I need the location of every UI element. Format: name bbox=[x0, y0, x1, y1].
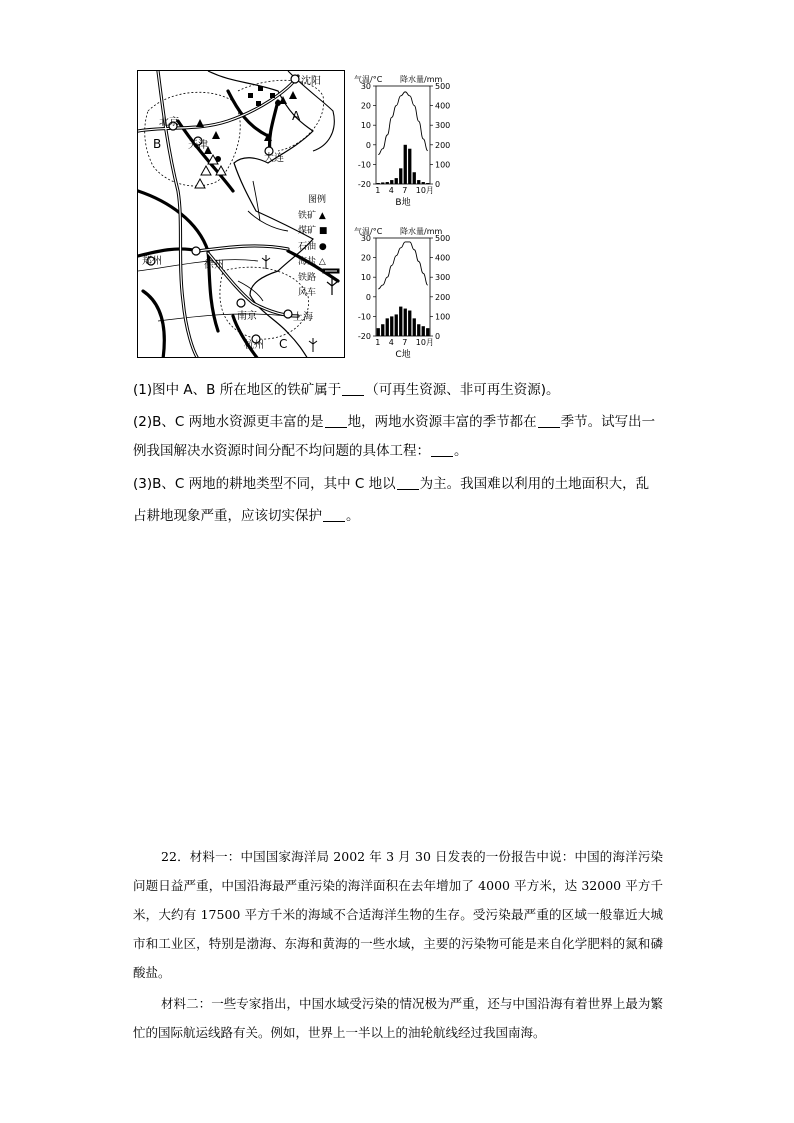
chart-b-precip-bar bbox=[386, 182, 389, 184]
chart-c-precip-bar bbox=[399, 307, 402, 336]
chart-c-right-tick-label: 300 bbox=[435, 273, 451, 283]
chart-c-precip-bar bbox=[390, 316, 393, 336]
chart-b-left-tick-label: -20 bbox=[357, 180, 371, 189]
chart-c-x-tick-label: 1 bbox=[375, 338, 381, 347]
legend-item-windmill: 风车 bbox=[298, 288, 317, 298]
climate-chart-c bbox=[350, 224, 470, 364]
chart-c-left-tick-label: -20 bbox=[357, 332, 371, 341]
chart-b-x-tick-label: 7 bbox=[402, 186, 408, 195]
chart-c-x-tick-label: 10月 bbox=[415, 338, 434, 347]
chart-b-precip-bar bbox=[408, 149, 411, 184]
chart-b-precip-bar bbox=[426, 183, 429, 184]
city-label-tianjin: 天津 bbox=[188, 140, 208, 151]
material-paragraph-2: 材料二：一些专家指出，中国水域受污染的情况极为严重，还与中国沿海有着世界上最为繁忙的国际航运线路有关。例如，世界上一半以上的油轮航线经过我国南海。 bbox=[133, 996, 663, 1040]
chart-c-precip-bar bbox=[386, 318, 389, 336]
chart-b-left-tick-label: 20 bbox=[360, 101, 371, 111]
chart-b-right-tick-label: 200 bbox=[435, 140, 451, 150]
question-2-line-1: (2)B、C 两地水资源更丰富的是 地，两地水资源丰富的季节都在 季节。试写出一 bbox=[133, 414, 656, 430]
chart-c-right-tick-label: 0 bbox=[435, 332, 441, 341]
city-label-xuzhou: 徐州 bbox=[204, 260, 224, 271]
chart-b-y-left-label: 气温/°C bbox=[354, 75, 383, 84]
chart-c-y-right-label: 降水量/mm bbox=[400, 227, 443, 236]
chart-c-x-tick-label: 4 bbox=[388, 338, 394, 347]
chart-b-left-tick-label: 30 bbox=[360, 82, 371, 91]
chart-b-precip-bar bbox=[417, 180, 420, 184]
legend-title: 图例 bbox=[308, 195, 327, 205]
chart-b-y-right-label: 降水量/mm bbox=[400, 75, 443, 84]
chart-c-left-tick-label: 20 bbox=[360, 253, 371, 263]
chart-b-x-tick-label: 1 bbox=[375, 186, 381, 195]
region-label-c: C bbox=[279, 337, 288, 351]
chart-b-precip-bar bbox=[404, 145, 407, 184]
chart-c-frame bbox=[376, 238, 430, 336]
chart-b-x-tick-label: 10月 bbox=[415, 186, 434, 195]
chart-c-precip-bar bbox=[404, 309, 407, 336]
city-label-zhengzhou: 郑州 bbox=[142, 256, 162, 267]
chart-c-temperature-line bbox=[378, 242, 428, 289]
map-legend bbox=[298, 193, 344, 302]
chart-c-left-tick-label: 10 bbox=[360, 273, 371, 283]
climate-chart-b-svg bbox=[350, 72, 470, 212]
chart-b-precip-bar bbox=[413, 172, 416, 184]
legend-item-oil: 石油 ● bbox=[298, 241, 327, 252]
chart-b-precip-bar bbox=[399, 168, 402, 184]
material-section bbox=[133, 842, 663, 1047]
answer-blank bbox=[342, 381, 364, 396]
chart-b-right-tick-label: 300 bbox=[435, 121, 451, 131]
chart-c-precip-bar bbox=[377, 328, 380, 336]
answer-blank bbox=[325, 413, 347, 428]
chart-b-right-tick-label: 500 bbox=[435, 82, 451, 91]
chart-c-precip-bar bbox=[417, 324, 420, 336]
city-label-dalian: 大连 bbox=[264, 153, 284, 164]
chart-c-precip-bar bbox=[422, 326, 425, 336]
material-paragraph-1: 22．材料一：中国国家海洋局 2002 年 3 月 30 日发表的一份报告中说：中国的海洋污染问题日益严重，中国沿海最严重污染的海洋面积在去年增加了 4000 平方米，达 32000 平方千米，大约有 17500 平方千米的海域不合适海洋生物的生存。受污染最严重的区域一般靠近大城市和工业区，特别是渤海、东海和黄海的一些水域，主要的污染物可能是来自化学肥料的氮和磷酸盐。 bbox=[133, 849, 663, 980]
resource-map bbox=[137, 70, 345, 358]
legend-item-railway: 铁路 bbox=[298, 272, 317, 283]
city-label-beijing: 北京 bbox=[159, 117, 179, 128]
city-label-shanghai: 上海 bbox=[293, 312, 313, 323]
legend-item-coal: 煤矿 ■ bbox=[298, 226, 328, 236]
chart-b-x-tick-label: 4 bbox=[388, 186, 394, 195]
answer-blank bbox=[538, 413, 560, 428]
chart-c-precip-bar bbox=[426, 328, 429, 336]
question-3-line-2: 占耕地现象严重，应该切实保护 。 bbox=[133, 508, 360, 524]
chart-c-right-tick-label: 400 bbox=[435, 253, 451, 263]
climate-chart-c-svg bbox=[350, 224, 470, 364]
chart-c-x-tick-label: 7 bbox=[402, 338, 408, 347]
chart-c-left-tick-label: 0 bbox=[365, 292, 371, 302]
chart-b-left-tick-label: 10 bbox=[360, 121, 371, 131]
chart-c-precip-bar bbox=[395, 314, 398, 336]
answer-blank bbox=[431, 442, 453, 457]
chart-b-precip-bar bbox=[422, 182, 425, 184]
chart-b-left-tick-label: 0 bbox=[365, 140, 371, 150]
chart-b-precip-bar bbox=[395, 178, 398, 184]
chart-b-right-tick-label: 100 bbox=[435, 160, 451, 170]
region-label-b: B bbox=[153, 137, 162, 151]
chart-c-right-tick-label: 500 bbox=[435, 234, 451, 243]
answer-blank bbox=[323, 507, 345, 522]
question-1: (1)图中 A、B 所在地区的铁矿属于 （可再生资源、非可再生资源)。 bbox=[133, 382, 560, 398]
chart-b-precip-bar bbox=[381, 182, 384, 184]
chart-b-title: B地 bbox=[395, 198, 411, 208]
chart-c-precip-bar bbox=[413, 318, 416, 336]
chart-c-right-tick-label: 200 bbox=[435, 292, 451, 302]
chart-c-title: C地 bbox=[395, 350, 411, 360]
city-label-shenyang: 沈阳 bbox=[301, 76, 321, 87]
chart-c-y-left-label: 气温/°C bbox=[354, 227, 383, 236]
question-2-line-2: 例我国解决水资源时间分配不均问题的具体工程： 。 bbox=[133, 443, 468, 459]
chart-b-precip-bar bbox=[377, 183, 380, 184]
chart-c-left-tick-label: -10 bbox=[357, 312, 371, 322]
chart-b-left-tick-label: -10 bbox=[357, 160, 371, 170]
chart-b-right-tick-label: 0 bbox=[435, 180, 441, 189]
chart-b-precip-bar bbox=[390, 180, 393, 184]
answer-blank bbox=[397, 475, 419, 490]
question-3-line-1: (3)B、C 两地的耕地类型不同，其中 C 地以 为主。我国难以利用的土地面积大，乱 bbox=[133, 476, 650, 492]
chart-c-precip-bar bbox=[408, 311, 411, 336]
city-label-nanjing: 南京 bbox=[237, 311, 257, 322]
city-label-hangzhou: 杭州 bbox=[244, 340, 264, 351]
chart-b-temperature-line bbox=[378, 92, 428, 155]
chart-b-right-tick-label: 400 bbox=[435, 101, 451, 111]
climate-chart-b bbox=[350, 72, 470, 212]
chart-c-precip-bar bbox=[381, 324, 384, 336]
region-label-a: A bbox=[292, 109, 301, 123]
legend-item-iron: 铁矿 ▲ bbox=[298, 210, 326, 221]
legend-item-sea-salt: 海盐 △ bbox=[298, 257, 326, 267]
chart-c-right-tick-label: 100 bbox=[435, 312, 451, 322]
chart-c-left-tick-label: 30 bbox=[360, 234, 371, 243]
